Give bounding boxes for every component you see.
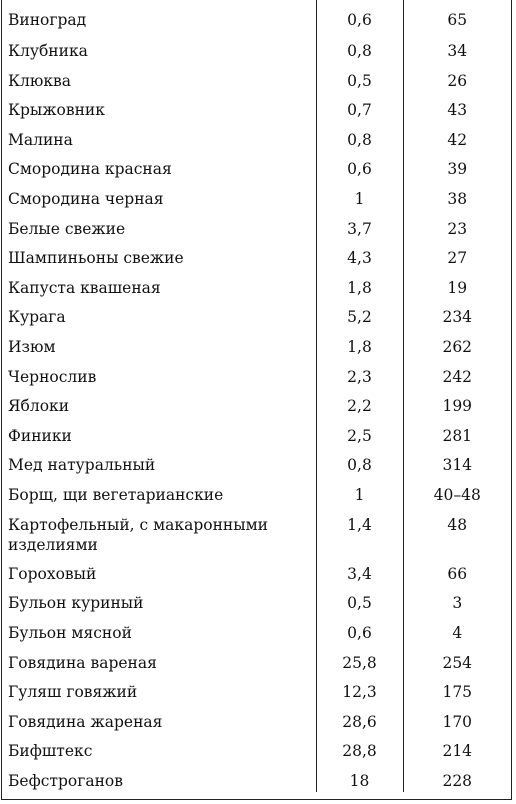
value-b-cell: 228	[442, 772, 473, 791]
food-name-cell: Белые свежие	[2, 210, 316, 240]
table-row	[2, 328, 511, 358]
value-a-cell: 0,5	[316, 584, 403, 614]
value-a-cell: 0,6	[316, 614, 403, 644]
value-b-cell: 314	[442, 456, 473, 475]
food-name-cell: Картофельный, с макаронными изделиями	[2, 506, 316, 555]
food-name-cell: Гуляш говяжий	[2, 673, 316, 703]
table-row	[2, 673, 511, 703]
value-a-cell: 0,5	[316, 62, 403, 92]
value-b-cell: 40–48	[433, 485, 481, 504]
food-name-cell: Виноград	[2, 0, 316, 32]
value-b-cell: 39	[447, 160, 468, 179]
food-name-cell: Мед натуральный	[2, 446, 316, 476]
table-row	[2, 476, 511, 506]
value-b-cell: 66	[447, 564, 468, 583]
food-name-cell: Яблоки	[2, 387, 316, 417]
value-b-cell: 170	[442, 712, 473, 731]
value-a-cell: 2,5	[316, 417, 403, 447]
value-a-cell: 0,8	[316, 446, 403, 476]
table-row	[2, 239, 511, 269]
value-b-cell: 34	[447, 42, 468, 60]
value-b-cell: 48	[447, 515, 468, 534]
table-row	[2, 269, 511, 299]
food-name-cell: Говядина жареная	[2, 703, 316, 733]
value-a-cell: 0,6	[316, 150, 403, 180]
table-row	[2, 121, 511, 151]
value-b-cell: 234	[442, 308, 473, 327]
value-a-cell: 0,7	[316, 91, 403, 121]
food-name-cell: Чернослив	[2, 358, 316, 388]
table-row	[2, 446, 511, 476]
value-b-cell: 42	[447, 130, 468, 149]
value-a-cell: 0,8	[316, 32, 403, 62]
value-b-cell: 27	[447, 249, 468, 268]
value-a-cell: 1,4	[316, 506, 403, 555]
food-name-cell: Малина	[2, 121, 316, 151]
value-a-cell: 1	[316, 180, 403, 210]
table-body	[2, 0, 511, 792]
value-a-cell: 1	[316, 476, 403, 506]
value-b-cell: 23	[447, 219, 468, 238]
value-a-cell: 2,2	[316, 387, 403, 417]
food-name-cell: Финики	[2, 417, 316, 447]
food-name-cell: Клюква	[2, 62, 316, 92]
food-name-cell: Говядина вареная	[2, 644, 316, 674]
value-b-cell: 262	[442, 337, 473, 356]
value-b-cell: 3	[452, 594, 463, 613]
food-name-cell: Смородина красная	[2, 150, 316, 180]
table-row	[2, 387, 511, 417]
value-b-cell: 19	[447, 278, 468, 297]
food-name-cell: Крыжовник	[2, 91, 316, 121]
table-row	[2, 614, 511, 644]
value-b-cell: 38	[447, 189, 468, 208]
table-row	[2, 703, 511, 733]
table-row	[2, 417, 511, 447]
value-b-cell: 26	[447, 71, 468, 90]
value-a-cell: 3,7	[316, 210, 403, 240]
table-row	[2, 584, 511, 614]
value-a-cell: 4,3	[316, 239, 403, 269]
food-name-cell: Клубника	[2, 32, 316, 62]
nutrition-table-page	[1, 0, 512, 800]
value-a-cell: 0,8	[316, 121, 403, 151]
table-row	[2, 180, 511, 210]
value-a-cell: 25,8	[316, 644, 403, 674]
value-b-cell: 4	[452, 624, 463, 643]
table-row	[2, 91, 511, 121]
table-row	[2, 762, 511, 792]
table-row	[2, 32, 511, 62]
value-a-cell: 1,8	[316, 269, 403, 299]
food-name-cell: Бифштекс	[2, 732, 316, 762]
food-name-cell: Борщ, щи вегетарианские	[2, 476, 316, 506]
table-row	[2, 732, 511, 762]
nutrition-table	[2, 0, 511, 792]
value-a-cell: 5,2	[316, 298, 403, 328]
value-a-cell: 0,6	[316, 0, 403, 32]
table-row	[2, 644, 511, 674]
table-row	[2, 506, 511, 555]
value-b-cell: 254	[442, 653, 473, 672]
value-b-cell: 175	[442, 683, 473, 702]
food-name-cell: Изюм	[2, 328, 316, 358]
table-row	[2, 358, 511, 388]
food-name-cell: Курага	[2, 298, 316, 328]
value-a-cell: 3,4	[316, 555, 403, 585]
value-b-cell: 65	[447, 11, 468, 29]
value-a-cell: 12,3	[316, 673, 403, 703]
value-b-cell: 43	[447, 101, 468, 120]
value-a-cell: 28,8	[316, 732, 403, 762]
value-b-cell: 281	[442, 426, 473, 445]
table-row	[2, 210, 511, 240]
value-b-cell: 199	[442, 397, 473, 416]
food-name-cell: Бульон куриный	[2, 584, 316, 614]
food-name-cell: Бульон мясной	[2, 614, 316, 644]
table-row	[2, 0, 511, 32]
food-name-cell: Смородина черная	[2, 180, 316, 210]
food-name-cell: Гороховый	[2, 555, 316, 585]
value-a-cell: 18	[316, 762, 403, 792]
value-b-cell: 214	[442, 742, 473, 761]
value-a-cell: 2,3	[316, 358, 403, 388]
table-row	[2, 555, 511, 585]
value-a-cell: 28,6	[316, 703, 403, 733]
food-name-cell: Капуста квашеная	[2, 269, 316, 299]
food-name-cell: Шампиньоны свежие	[2, 239, 316, 269]
table-row	[2, 62, 511, 92]
table-row	[2, 150, 511, 180]
table-row	[2, 298, 511, 328]
value-b-cell: 242	[442, 367, 473, 386]
food-name-cell: Бефстроганов	[2, 762, 316, 792]
value-a-cell: 1,8	[316, 328, 403, 358]
